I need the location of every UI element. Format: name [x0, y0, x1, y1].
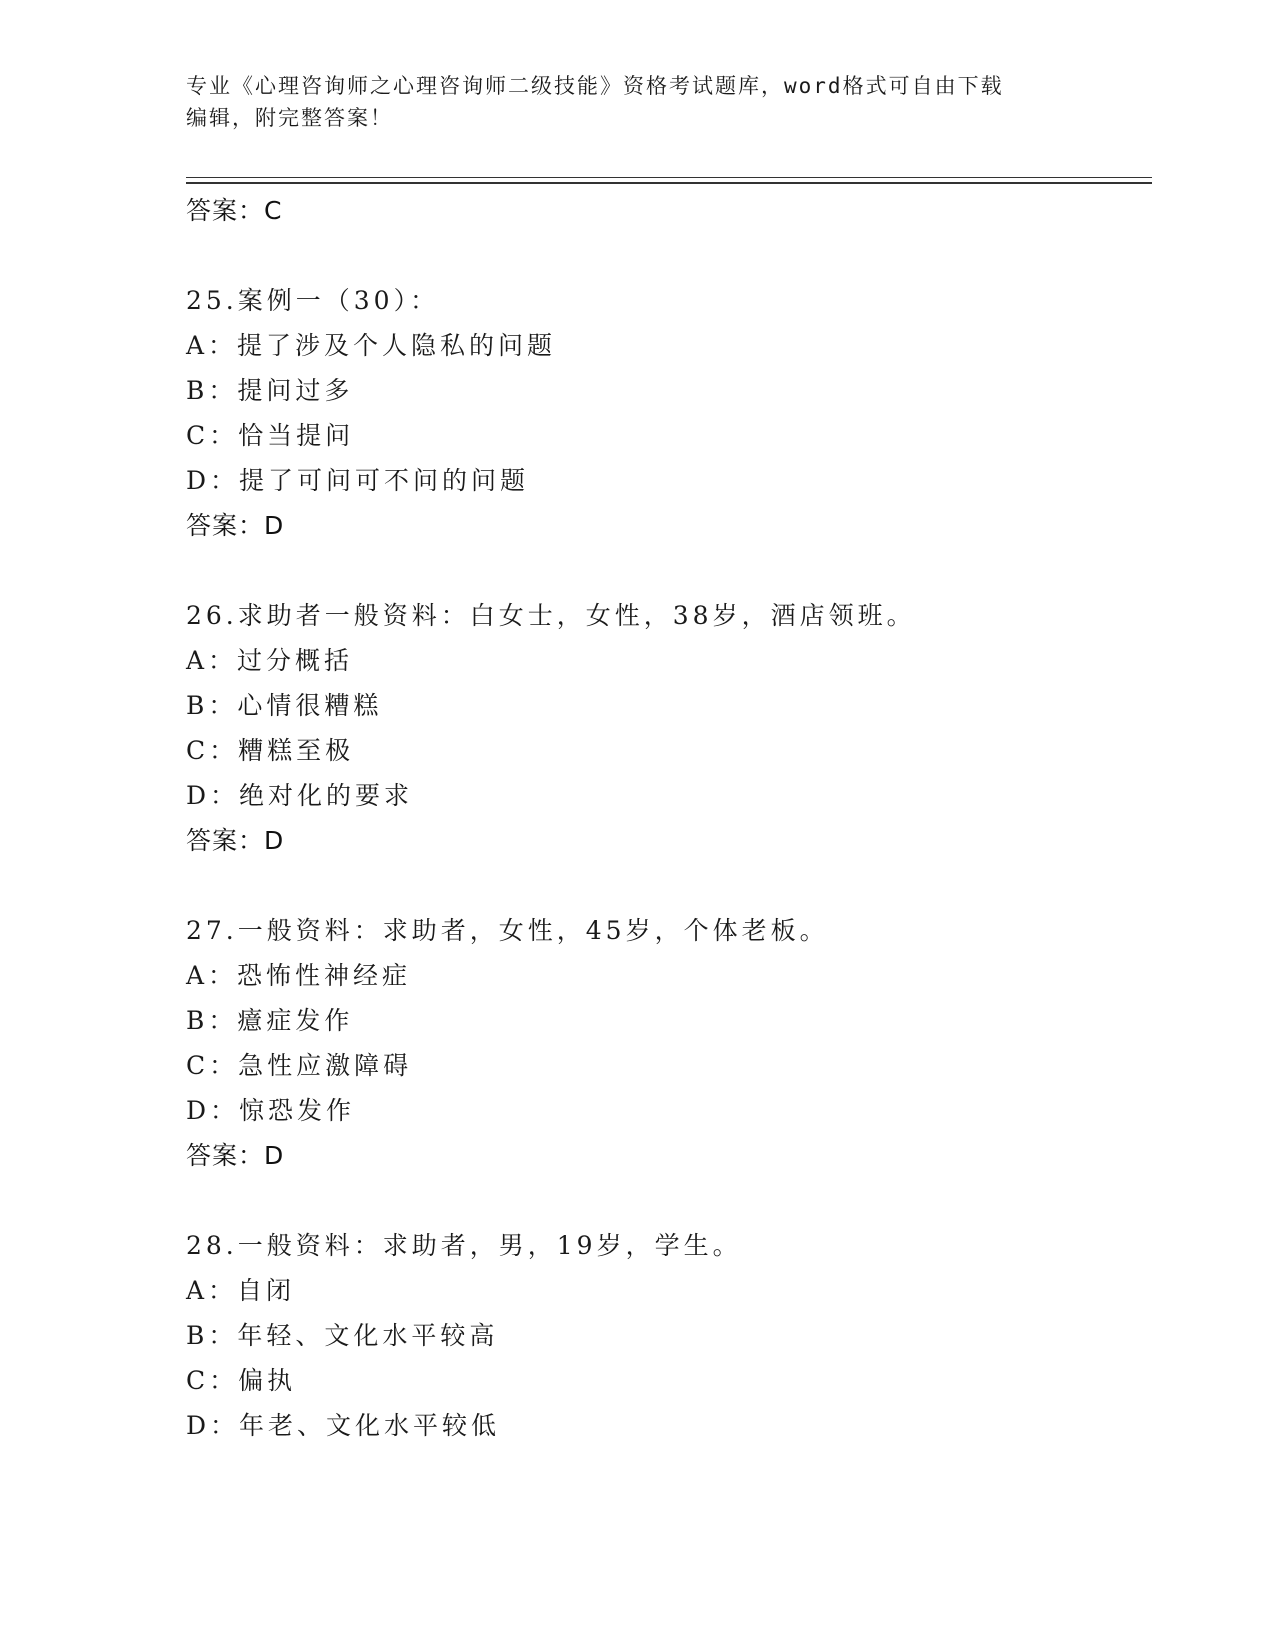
option-d: D：提了可问可不问的问题 — [186, 466, 530, 495]
option-b: B：提问过多 — [186, 376, 354, 405]
document-header — [186, 70, 1086, 134]
option-c: C：糟糕至极 — [186, 736, 355, 765]
spacer — [186, 548, 1152, 593]
option-c: C：急性应激障碍 — [186, 1051, 413, 1080]
question-28 — [186, 1223, 1152, 1448]
option-b: B：癔症发作 — [186, 1006, 354, 1035]
option-a: A：过分概括 — [186, 646, 354, 675]
option-c: C：偏执 — [186, 1366, 297, 1395]
option-a: A：恐怖性神经症 — [186, 961, 412, 990]
question-26 — [186, 593, 1152, 863]
question-answer: 答案：D — [186, 1141, 285, 1170]
question-answer: 答案：D — [186, 511, 285, 540]
option-b: B：年轻、文化水平较高 — [186, 1321, 499, 1350]
spacer — [186, 233, 1152, 278]
option-d: D：绝对化的要求 — [186, 781, 414, 810]
question-title: 26.求助者一般资料：白女士，女性，38岁，酒店领班。 — [186, 601, 916, 630]
option-d: D：惊恐发作 — [186, 1096, 356, 1125]
previous-answer: 答案：C — [186, 196, 283, 225]
question-title: 28.一般资料：求助者，男，19岁，学生。 — [186, 1231, 742, 1260]
question-25 — [186, 278, 1152, 548]
option-a: A：提了涉及个人隐私的问题 — [186, 331, 557, 360]
header-line-2: 编辑，附完整答案！ — [186, 106, 393, 130]
header-rule-thick — [186, 182, 1152, 184]
option-d: D：年老、文化水平较低 — [186, 1411, 501, 1440]
option-c: C：恰当提问 — [186, 421, 355, 450]
spacer — [186, 1178, 1152, 1223]
question-title: 27.一般资料：求助者，女性，45岁，个体老板。 — [186, 916, 829, 945]
header-rule-thin — [186, 177, 1152, 178]
spacer — [186, 863, 1152, 908]
header-line-1: 专业《心理咨询师之心理咨询师二级技能》资格考试题库，word格式可自由下载 — [186, 74, 1004, 98]
question-27 — [186, 908, 1152, 1178]
option-b: B：心情很糟糕 — [186, 691, 383, 720]
question-answer: 答案：D — [186, 826, 285, 855]
option-a: A：自闭 — [186, 1276, 296, 1305]
question-list — [186, 188, 1152, 1448]
question-title: 25.案例一（30）： — [186, 286, 440, 315]
